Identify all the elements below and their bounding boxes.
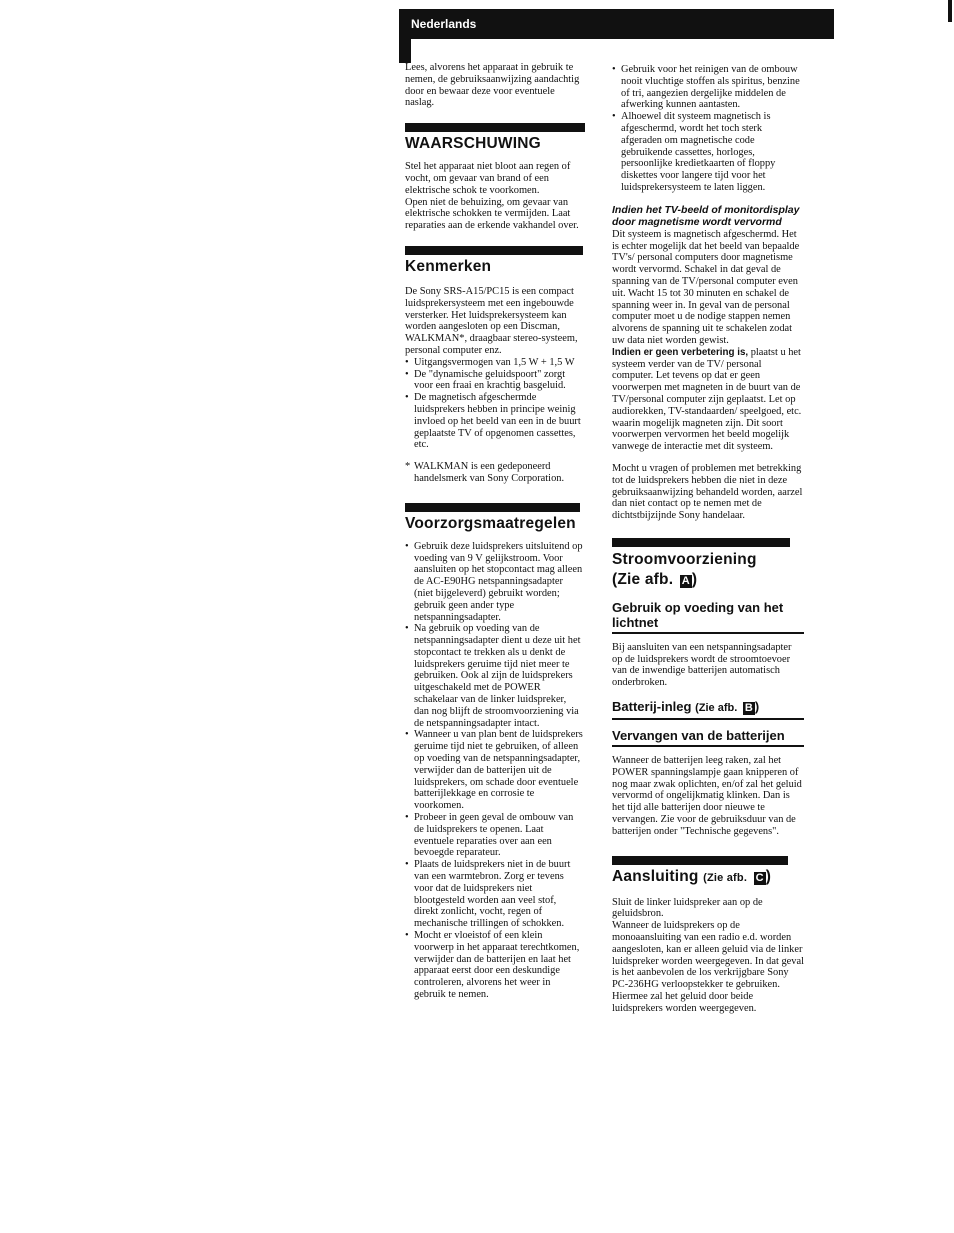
page-edge-mark <box>948 0 952 22</box>
header-tab-mark <box>399 39 411 63</box>
precautions-list <box>405 541 583 1001</box>
section-bar <box>612 538 790 547</box>
features-list <box>405 357 583 451</box>
battery-heading-block <box>612 699 804 720</box>
section-bar <box>405 246 583 255</box>
list-item: • Plaats de luidsprekers niet in de buurt van een warmtebron. Zorg er tevens voor dat de luidsprekers niet blootgesteld worden aan veel stof, direkt zonlicht, vocht, regen of mechanische trillingen of schokken. <box>405 859 583 930</box>
tv-paragraph-2 <box>612 347 804 453</box>
tv-paragraph-1: Dit systeem is magnetisch afgeschermd. Het is echter mogelijk dat het beeld van bepaalde TV's/ personal computers door magnetisme wordt vervormd. Schakel in dat geval de spanning van de TV/personal computer even uit. Wacht 15 tot 30 minuten en schakel de spanning weer in. In geval van de personal computer moet u de nodige stappen nemen alvorens de spanning uit te schakelen zodat uw data niet worden gewist. <box>612 228 800 346</box>
precautions-title: Voorzorgsmaatregelen <box>405 514 576 532</box>
contact-paragraph: Mocht u vragen of problemen met betrekking tot de luidsprekers hebben die niet in deze gebruiksaanwijzing behandeld worden, aarzel dan niet contact op te nemen met de dichtstbijzijnde Sony handelaar. <box>612 462 803 522</box>
list-item: • De magnetisch afgeschermde luidsprekers hebben in principe weinig invloed op het beeld van een in de buurt geplaatste TV of opgenomen cassettes, etc. <box>405 392 583 451</box>
features-paragraph: De Sony SRS-A15/PC15 is een compact luidsprekersysteem met een ingebouwde versterker. Het luidsprekersysteem kan worden aangesloten op een Discman, WALKMAN*, draagbaar stereo-systeem, personal computer enz. <box>405 285 578 356</box>
connect-title-ref: (Zie afb. <box>703 871 748 884</box>
list-item: • Uitgangsvermogen van 1,5 W + 1,5 W <box>405 357 583 369</box>
connect-paragraph-2: Wanneer de luidsprekers op de monoaansluiting van een radio e.d. worden aangesloten, kan er alleen geluid via de linker luidspreker worden weergegeven. In dat geval is het aanbevolen de los verkrijgbare Sony PC-236HG verloopstekker te gebruiken. Hiermee zal het geluid door beide luidsprekers worden weergegeven. <box>612 920 804 1014</box>
mains-heading-block <box>612 600 804 634</box>
list-item: • Gebruik deze luidsprekers uitsluitend op voeding van 9 V gelijkstroom. Voor aansluiten op het stopcontact mag alleen de AC-E90HG netspanningsadapter (niet bijgeleverd) gebruikt worden; gebruik geen ander type netspanningsadapter. <box>405 541 583 624</box>
battery-title-text: Batterij-inleg <box>612 699 692 715</box>
power-title-text: Stroomvoorziening <box>612 550 757 568</box>
power-title: Stroomvoorziening (Zie afb. A ) <box>612 550 757 588</box>
figure-a-label: A <box>681 574 690 587</box>
replace-title: Vervangen van de batterijen <box>612 728 785 744</box>
battery-title: Batterij-inleg (Zie afb. B ) <box>612 699 760 715</box>
section-bar <box>612 856 788 865</box>
list-item: • Gebruik voor het reinigen van de ombouw nooit vluchtige stoffen als spiritus, benzine of tri, aangezien dergelijke middelen de afwerking kunnen aantasten. <box>612 64 804 111</box>
warning-paragraph-2: Open niet de behuizing, om gevaar van elektrische schokken te vermijden. Laat reparaties aan de erkende vakhandel over. <box>405 196 579 232</box>
care-list <box>612 64 804 194</box>
battery-title-ref: (Zie afb. <box>695 702 738 715</box>
replace-paragraph: Wanneer de batterijen leeg raken, zal het POWER spanningslampje gaan knipperen of nog maar zwak oplichten, en/of zal het geluid vervormd of ongelijkmatig klinken. Dan is het tijd alle batterijen door nieuwe te vervangen. Zie voor de gebruiksduur van de batterijen onder "Technische gegevens". <box>612 755 802 837</box>
section-bar <box>405 503 580 512</box>
section-bar <box>405 123 585 132</box>
power-title-ref: (Zie afb. <box>612 570 674 588</box>
mains-paragraph: Bij aansluiten van een netspanningsadapter op de luidsprekers wordt de stroomtoevoer van de inwendige batterijen automatisch onderbroken. <box>612 641 792 689</box>
connect-paragraph-1: Sluit de linker luidspreker aan op de geluidsbron. <box>612 896 763 920</box>
language-header <box>399 9 834 39</box>
intro-paragraph: Lees, alvorens het apparaat in gebruik te nemen, de gebruiksaanwijzing aandachtig door en bewaar deze voor eventuele naslag. <box>405 62 580 109</box>
tv-distortion-heading: Indien het TV-beeld of monitordisplay door magnetisme wordt vervormd <box>612 203 800 229</box>
list-item: • Wanneer u van plan bent de luidsprekers geruime tijd niet te gebruiken, of alleen op voeding van de netspanningsadapter, verwijder dan de batterijen uit de luidsprekers, om schade door eventuele batterijlekkage en corrosie te voorkomen. <box>405 729 583 812</box>
list-item: • Mocht er vloeistof of een klein voorwerp in het apparaat terechtkomen, verwijder dan de batterijen en laat het apparaat eerst door een deskundige controleren, alvorens het weer in gebruik te nemen. <box>405 930 583 1001</box>
figure-b-label: B <box>744 702 753 715</box>
warning-title: WAARSCHUWING <box>405 135 541 153</box>
trademark-footnote: * WALKMAN is een gedeponeerd handelsmerk van Sony Corporation. <box>405 461 583 485</box>
tv-paragraph-2-lead: Indien er geen verbetering is, <box>612 346 749 358</box>
right-column <box>612 64 804 1015</box>
connect-title: Aansluiting (Zie afb. C ) <box>612 867 772 885</box>
list-item: • De "dynamische geluidspoort" zorgt voor een fraai en krachtig basgeluid. <box>405 369 583 393</box>
left-column <box>405 62 583 1001</box>
mains-title: Gebruik op voeding van het lichtnet <box>612 599 784 630</box>
language-label: Nederlands <box>411 17 477 31</box>
replace-heading-block <box>612 728 804 747</box>
warning-paragraph-1: Stel het apparaat niet bloot aan regen of vocht, om gevaar van brand of een elektrische schok te voorkomen. <box>405 161 571 196</box>
tv-paragraph-2-text: plaatst u het systeem verder van de TV/ personal computer. Let tevens op dat er geen voorwerpen met magneten in de buurt van de TV/personal computer zijn geplaatst. Let op audiorekken, TV-standaarden/ speelgoed, etc. waarin mogelijk magneten zijn. Dit soort voorwerpen vervormen het beeld mogelijk vanwege de interactie met dit systeem. <box>612 346 802 453</box>
list-item: • Alhoewel dit systeem magnetisch is afgeschermd, wordt het toch sterk afgeraden om magnetische code gebruikende cassettes, horloges, persoonlijke kredietkaarten of floppy diskettes voor langere tijd voor het luidsprekersysteem te laten liggen. <box>612 111 804 194</box>
list-item: • Na gebruik op voeding van de netspanningsadapter dient u deze uit het stopcontact te trekken als u denkt de luidsprekers geruime tijd niet meer te gebruiken. Ook al zijn de luidsprekers uitgeschakeld met de POWER schakelaar van de linker luidspreker, dan nog blijft de stroomvoorziening via de netspanningsadapter intact. <box>405 623 583 729</box>
features-title: Kenmerken <box>405 257 492 275</box>
list-item: • Probeer in geen geval de ombouw van de luidsprekers te openen. Laat eventuele reparaties over aan een bevoegde reparateur. <box>405 812 583 859</box>
figure-c-label: C <box>755 871 764 884</box>
connect-title-text: Aansluiting <box>612 867 699 885</box>
